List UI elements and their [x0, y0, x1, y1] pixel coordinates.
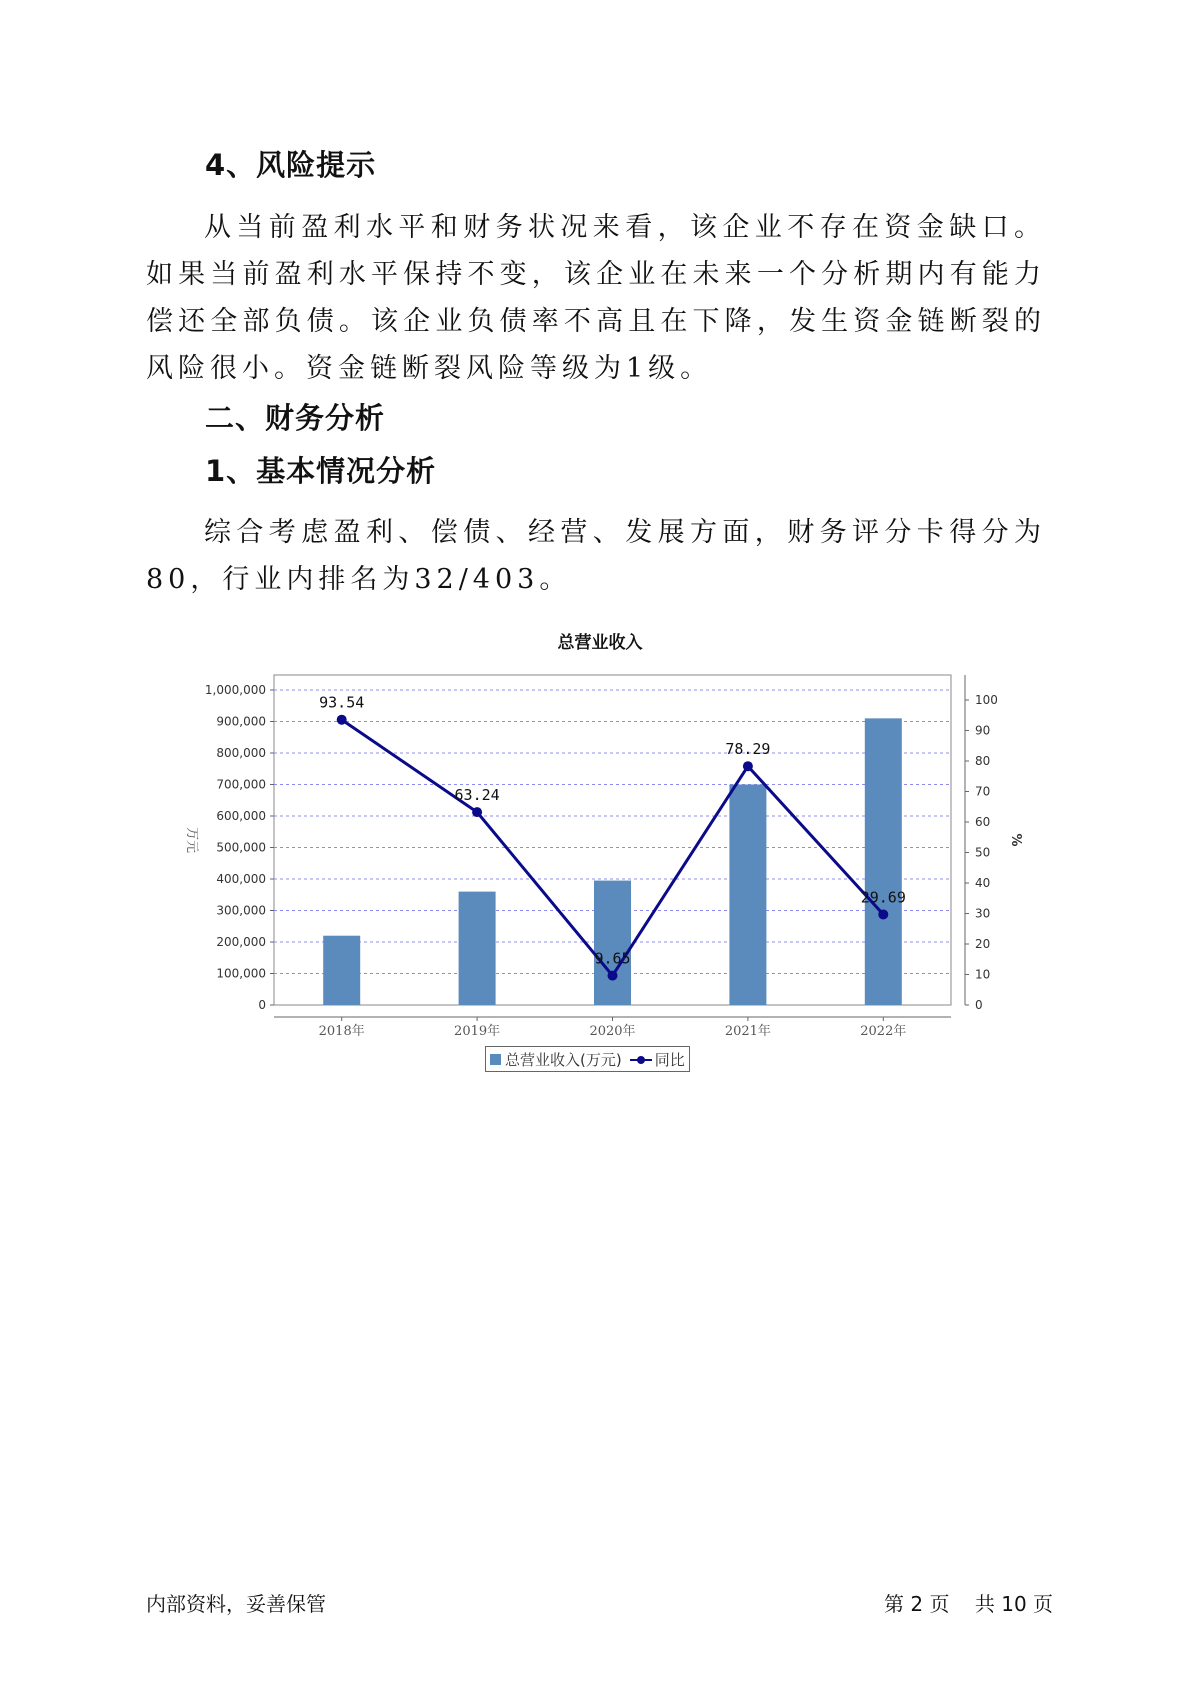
basic-paragraph: 综合考虑盈利、偿债、经营、发展方面，财务评分卡得分为80，行业内排名为32/403。: [146, 517, 1046, 595]
risk-paragraph: 从当前盈利水平和财务状况来看，该企业不存在资金缺口。如果当前盈利水平保持不变，该企业在未来一个分析期内有能力偿还全部负债。该企业负债率不高且在下降，发生资金链断裂的风险很小。资金链断裂风险等级为1级。: [146, 212, 1046, 384]
bar: [865, 718, 902, 1005]
bar: [594, 881, 631, 1005]
right-tick-label: 40: [975, 876, 991, 890]
yoy-point: [337, 715, 347, 725]
right-tick-label: 20: [975, 937, 991, 951]
x-tick-label: 2021年: [724, 1024, 771, 1039]
yoy-data-label: 29.69: [860, 888, 906, 907]
x-tick-label: 2018年: [318, 1024, 365, 1039]
yoy-point: [608, 971, 618, 981]
footer-page-number: 第 2 页 共 10 页: [884, 1592, 1054, 1616]
left-tick-label: 200,000: [216, 935, 266, 949]
right-tick-label: 90: [975, 723, 991, 738]
left-tick-label: 1,000,000: [204, 683, 266, 697]
bar: [323, 936, 360, 1005]
chart-legend: [485, 1046, 690, 1072]
left-tick-label: 500,000: [216, 840, 266, 855]
yoy-point: [472, 807, 482, 817]
footer-confidential: 内部资料，妥善保管: [146, 1592, 326, 1616]
right-tick-label: 80: [975, 754, 991, 768]
legend-line-swatch: [630, 1054, 652, 1065]
bar: [729, 785, 766, 1006]
left-tick-label: 0: [258, 998, 266, 1012]
chart-title: 总营业收入: [557, 633, 643, 653]
right-tick-label: 50: [975, 845, 991, 860]
right-tick-label: 100: [975, 693, 998, 707]
left-tick-label: 300,000: [216, 903, 266, 918]
left-tick-label: 800,000: [216, 746, 266, 760]
yoy-data-label: 93.54: [319, 693, 365, 712]
yoy-point: [878, 909, 888, 919]
left-tick-label: 900,000: [216, 714, 266, 729]
left-tick-label: 600,000: [216, 809, 266, 823]
right-tick-label: 30: [975, 906, 991, 921]
right-axis-title: %: [1008, 833, 1023, 847]
x-tick-label: 2020年: [589, 1024, 636, 1039]
yoy-data-label: 9.65: [594, 949, 631, 968]
legend-bar-swatch: [490, 1054, 501, 1065]
bar: [459, 892, 496, 1005]
x-tick-label: 2022年: [860, 1024, 907, 1039]
left-tick-label: 700,000: [216, 777, 266, 792]
right-tick-label: 60: [975, 815, 991, 829]
yoy-data-label: 63.24: [454, 786, 500, 805]
right-tick-label: 0: [975, 998, 983, 1012]
legend-line-label: 同比: [654, 1050, 685, 1069]
yoy-point: [743, 761, 753, 771]
left-axis-title: 万元: [184, 826, 199, 854]
basic-heading: 1、基本情况分析: [205, 454, 437, 488]
right-tick-label: 10: [975, 967, 991, 982]
legend-bar-label: 总营业收入(万元): [505, 1050, 622, 1069]
left-tick-label: 100,000: [216, 966, 266, 981]
yoy-data-label: 78.29: [725, 740, 771, 759]
risk-heading: 4、风险提示: [205, 148, 377, 182]
finance-heading: 二、财务分析: [205, 401, 386, 435]
right-tick-label: 70: [975, 784, 991, 799]
x-tick-label: 2019年: [454, 1024, 501, 1039]
left-tick-label: 400,000: [216, 872, 266, 886]
